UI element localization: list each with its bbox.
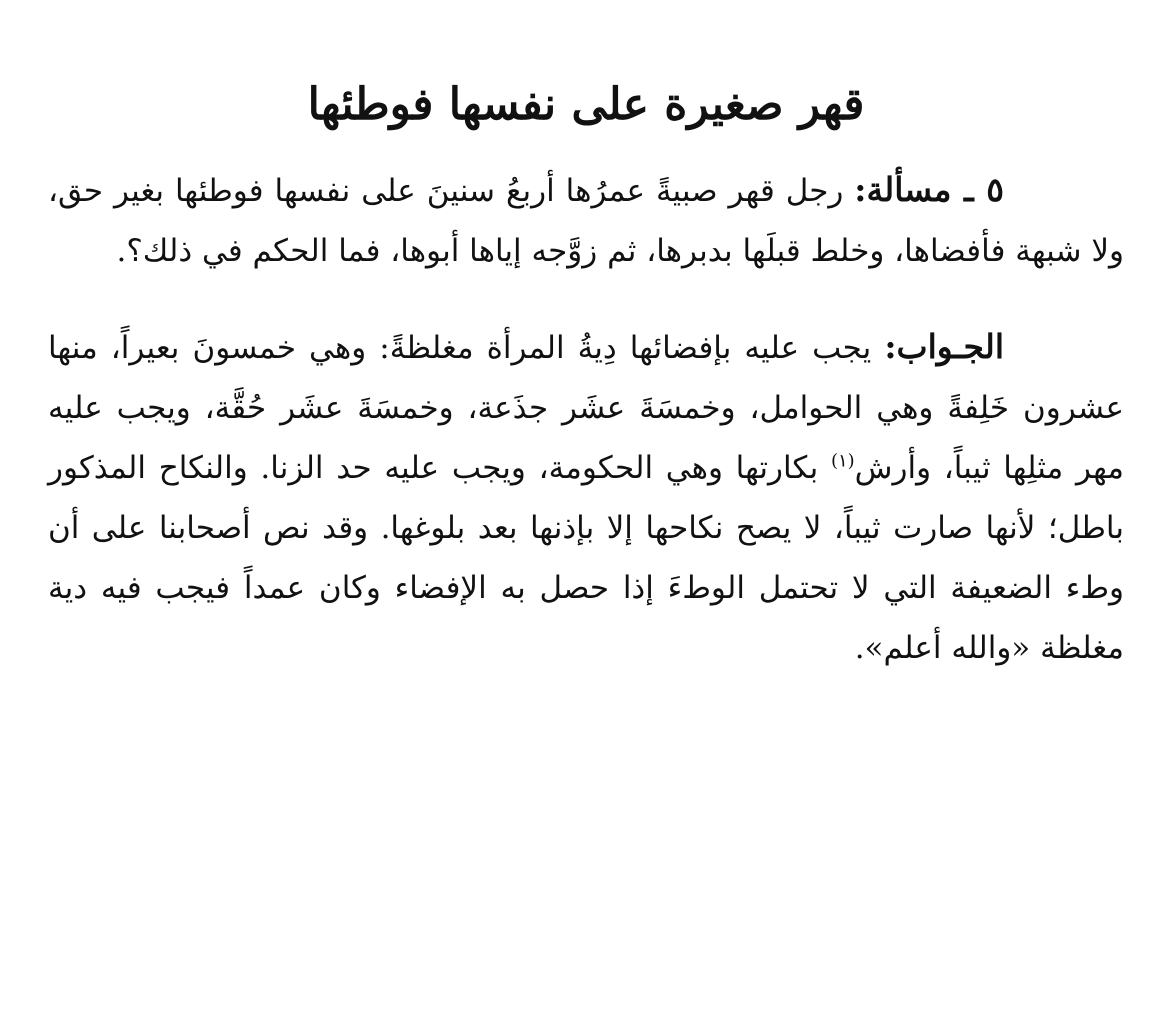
- document-page: [48, 60, 1124, 678]
- footnote-marker[interactable]: (١): [830, 450, 855, 472]
- answer-text-part-1: يجب عليه بإفضائها دِيةُ المرأة مغلظةً: وهي خمسونَ بعيراً، منها عشرون خَلِفةً وهي الحوامل، وخمسَةَ عشَر جذَعة، وخمسَةَ عشَر حُقَّة، ويجب عليه مهر مثلِها ثيباً، وأرش: [48, 330, 1124, 486]
- answer-text-part-2: بكارتها وهي الحكومة، ويجب عليه حد الزنا. والنكاح المذكور باطل؛ لأنها صارت ثيباً، لا يصح نكاحها إلا بإذنها بعد بلوغها. وقد نص أصحابنا على أن وطء الضعيفة التي لا تحتمل الوطءَ إذا حصل به الإفضاء وكان عمداً فيجب فيه دية مغلظة «والله أعلم».: [48, 450, 1124, 666]
- answer-paragraph: [48, 317, 1124, 678]
- question-label: ٥ ـ مسألة:: [854, 170, 1004, 209]
- question-text: رجل قهر صبيةً عمرُها أربعُ سنينَ على نفسها فوطئها بغير حق، ولا شبهة فأفضاها، وخلط قبلَها بدبرها، ثم زوَّجه إياها أبوها، فما الحكم في ذلك؟.: [48, 173, 1124, 269]
- page-title: قهر صغيرة على نفسها فوطئها: [307, 79, 865, 130]
- question-paragraph: [48, 160, 1124, 281]
- answer-label: الجـواب:: [884, 327, 1004, 366]
